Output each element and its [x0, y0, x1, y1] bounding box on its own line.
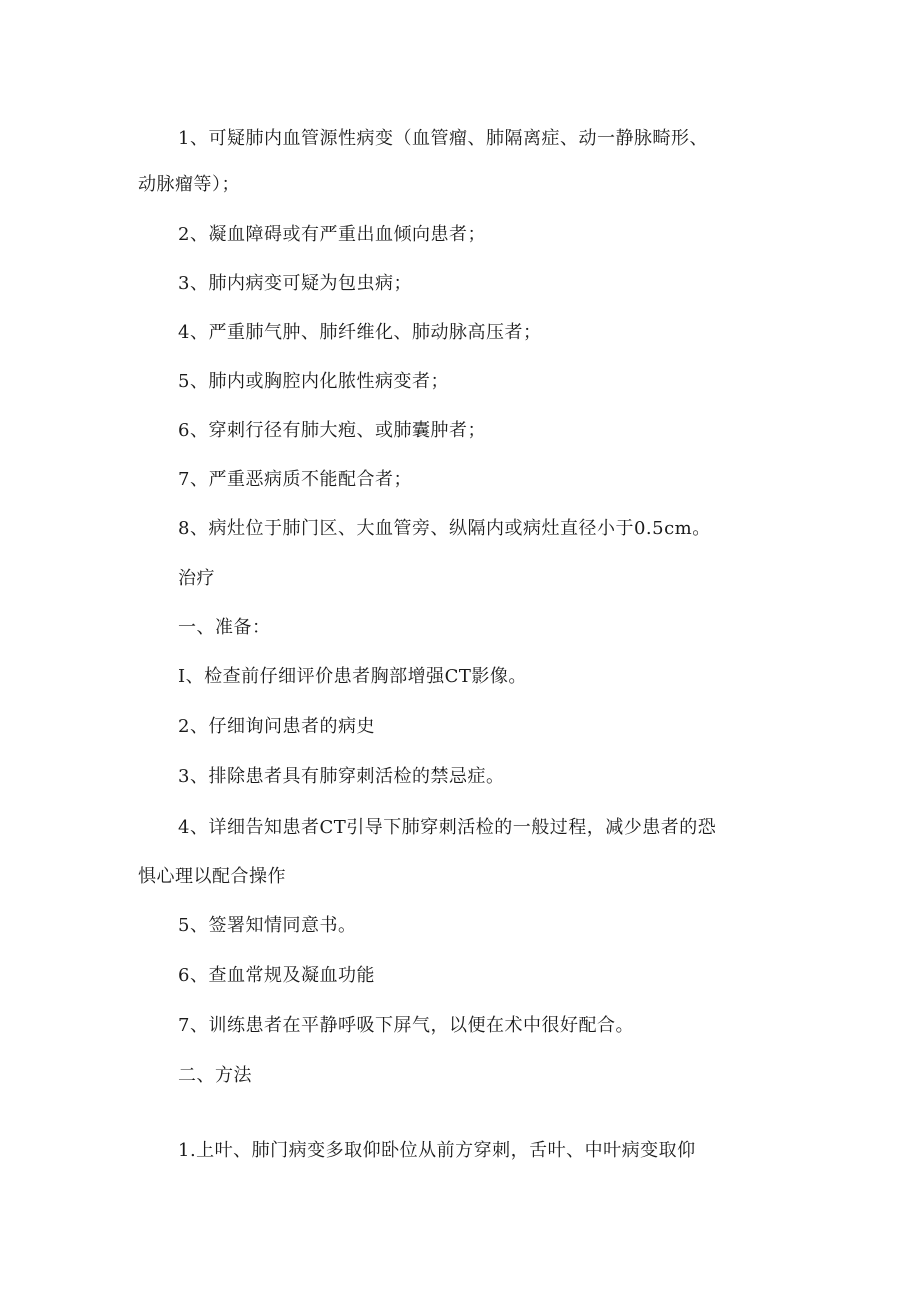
- preparation-item-4: 4、详细告知患者CT引导下肺穿刺活检的一般过程，减少患者的恐: [178, 817, 717, 838]
- contraindication-item-1: 1、可疑肺内血管源性病变（血管瘤、肺隔离症、动一静脉畸形、: [178, 128, 708, 149]
- preparation-item-1: I、检查前仔细评价患者胸部增强CT影像。: [178, 666, 527, 687]
- contraindication-item-2: 2、凝血障碍或有严重出血倾向患者；: [178, 224, 486, 245]
- contraindication-item-3: 3、肺内病变可疑为包虫病；: [178, 273, 412, 294]
- contraindication-item-5: 5、肺内或胸腔内化脓性病变者；: [178, 371, 449, 392]
- subsection-heading-method: 二、方法: [178, 1065, 252, 1086]
- preparation-item-3: 3、排除患者具有肺穿刺活检的禁忌症。: [178, 766, 505, 787]
- preparation-item-4-continued: 惧心理以配合操作: [138, 866, 286, 887]
- preparation-item-5: 5、签署知情同意书。: [178, 915, 357, 936]
- contraindication-item-4: 4、严重肺气肿、肺纤维化、肺动脉高压者；: [178, 322, 542, 343]
- section-heading-treatment: 治疗: [178, 568, 215, 589]
- contraindication-item-7: 7、严重恶病质不能配合者；: [178, 469, 412, 490]
- preparation-item-2: 2、仔细询问患者的病史: [178, 716, 375, 737]
- method-item-1: 1.上叶、肺门病变多取仰卧位从前方穿刺，舌叶、中叶病变取仰: [178, 1140, 696, 1161]
- contraindication-item-8: 8、病灶位于肺门区、大血管旁、纵隔内或病灶直径小于0.5cm。: [178, 518, 711, 539]
- contraindication-item-1-continued: 动脉瘤等）；: [138, 174, 240, 195]
- preparation-item-7: 7、训练患者在平静呼吸下屏气，以便在术中很好配合。: [178, 1015, 634, 1036]
- subsection-heading-preparation: 一、准备：: [178, 617, 271, 638]
- preparation-item-6: 6、查血常规及凝血功能: [178, 965, 375, 986]
- contraindication-item-6: 6、穿刺行径有肺大疱、或肺囊肿者；: [178, 420, 486, 441]
